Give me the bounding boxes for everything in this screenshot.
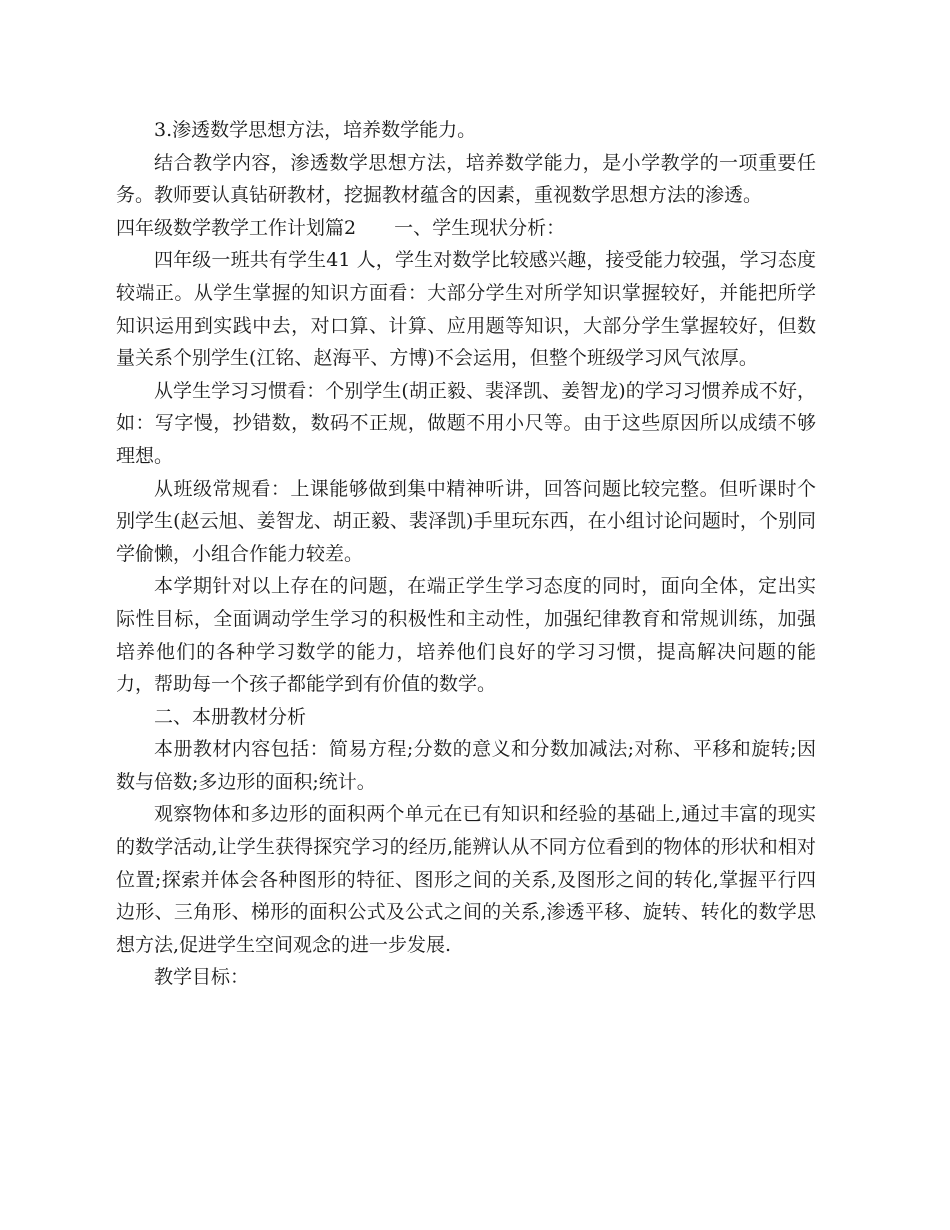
paragraph-class-routine: 从班级常规看：上课能够做到集中精神听讲，回答问题比较完整。但听课时个别学生(赵云旭、姜智龙、胡正毅、裴泽凯)手里玩东西，在小组讨论问题时，个别同学偷懒，小组合作能力较差。 (116, 477, 816, 565)
paragraph-semester-plan: 本学期针对以上存在的问题，在端正学生学习态度的同时，面向全体，定出实际性目标，全面调动学生学习的积极性和主动性，加强纪律教育和常规训练，加强培养他们的各种学习数学的能力，培养他们良好的学习习惯，提高解决问题的能力，帮助每一个孩子都能学到有价值的数学。 (116, 575, 816, 696)
section1-title: 一、学生现状分析： (394, 216, 566, 239)
paragraph-textbook-contents: 本册教材内容包括：简易方程;分数的意义和分数加减法;对称、平移和旋转;因数与倍数;多边形的面积;统计。 (116, 738, 816, 793)
paragraph-geometry-units: 观察物体和多边形的面积两个单元在已有知识和经验的基础上,通过丰富的现实的数学活动,让学生获得探究学习的经历,能辨认从不同方位看到的物体的形状和相对位置;探索并体会各种图形的特征、图形之间的关系,及图形之间的转化,掌握平行四边形、三角形、梯形的面积公式及公式之间的关系,渗透平移、旋转、转化的数学思想方法,促进学生空间观念的进一步发展. (116, 803, 816, 956)
document-body (116, 114, 816, 994)
paragraph-study-habits: 从学生学习习惯看：个别学生(胡正毅、裴泽凯、姜智龙)的学习习惯养成不好，如：写字慢，抄错数，数码不正规，做题不用小尺等。由于这些原因所以成绩不够理想。 (116, 379, 816, 467)
paragraph-point-3-detail: 结合教学内容，渗透数学思想方法，培养数学能力，是小学教学的一项重要任务。教师要认真钻研教材，挖掘教材蕴含的因素，重视数学思想方法的渗透。 (116, 151, 816, 207)
paragraph-point-3: 3.渗透数学思想方法，培养数学能力。 (154, 119, 477, 141)
plan-title: 四年级数学教学工作计划篇2 (116, 216, 357, 239)
paragraph-student-overview: 四年级一班共有学生41 人，学生对数学比较感兴趣，接受能力较强，学习态度较端正。从学生掌握的知识方面看：大部分学生对所学知识掌握较好，并能把所学知识运用到实践中去，对口算、计算、应用题等知识，大部分学生掌握较好，但数量关系个别学生(江铭、赵海平、方博)不会运用，但整个班级学习风气浓厚。 (116, 249, 816, 370)
plan-title-line (116, 212, 816, 245)
teaching-goals-title: 教学目标： (154, 966, 250, 989)
section2-title: 二、本册教材分析 (154, 705, 307, 728)
